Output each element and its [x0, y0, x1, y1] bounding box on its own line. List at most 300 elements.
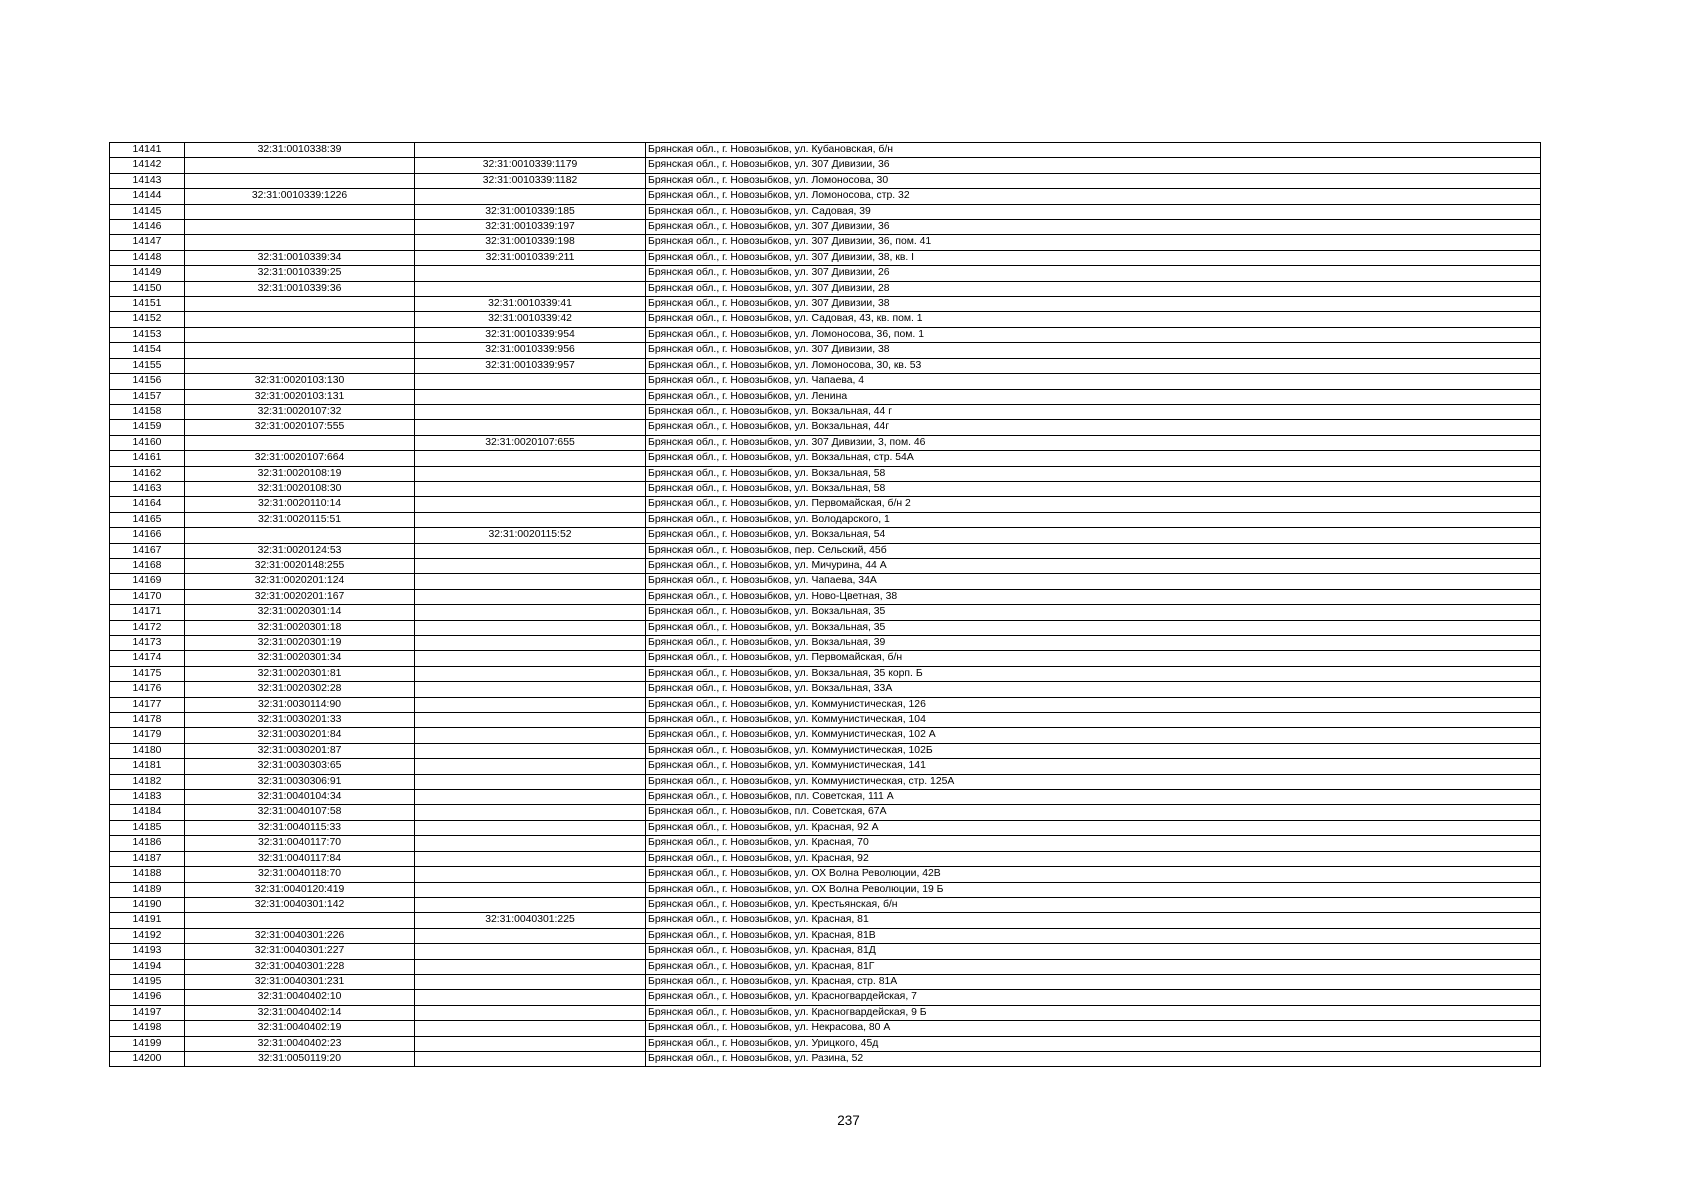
cadastral-land-cell: 32:31:0040301:231: [185, 974, 415, 989]
cadastral-object-cell: [415, 990, 646, 1005]
cadastral-object-cell: [415, 836, 646, 851]
cadastral-object-cell: [415, 1005, 646, 1020]
address-cell: Брянская обл., г. Новозыбков, ул. Садовая, 43, кв. пом. 1: [646, 312, 1541, 327]
table-row: [110, 189, 1541, 204]
address-cell: Брянская обл., г. Новозыбков, ул. Вокзальная, 33А: [646, 682, 1541, 697]
cadastral-land-cell: [185, 220, 415, 235]
table-row: [110, 173, 1541, 188]
cadastral-object-cell: [415, 589, 646, 604]
table-row: [110, 913, 1541, 928]
address-cell: Брянская обл., г. Новозыбков, ул. Красная, 81В: [646, 928, 1541, 943]
row-number-cell: 14184: [110, 805, 185, 820]
row-number-cell: 14158: [110, 404, 185, 419]
table-row: [110, 636, 1541, 651]
cadastral-land-cell: 32:31:0050119:20: [185, 1051, 415, 1066]
table-row: [110, 666, 1541, 681]
cadastral-object-cell: [415, 189, 646, 204]
table-row: [110, 204, 1541, 219]
cadastral-object-cell: [415, 389, 646, 404]
cadastral-land-cell: 32:31:0030303:65: [185, 759, 415, 774]
table-row: [110, 944, 1541, 959]
table-row: [110, 297, 1541, 312]
row-number-cell: 14156: [110, 374, 185, 389]
cadastral-land-cell: 32:31:0040402:10: [185, 990, 415, 1005]
cadastral-land-cell: 32:31:0020301:14: [185, 605, 415, 620]
address-cell: Брянская обл., г. Новозыбков, ул. Ломоносова, 30, кв. 53: [646, 358, 1541, 373]
table-row: [110, 389, 1541, 404]
cadastral-land-cell: 32:31:0030306:91: [185, 774, 415, 789]
table-row: [110, 235, 1541, 250]
cadastral-land-cell: [185, 913, 415, 928]
table-row: [110, 343, 1541, 358]
cadastral-object-cell: [415, 820, 646, 835]
cadastral-object-cell: [415, 451, 646, 466]
table-row: [110, 743, 1541, 758]
row-number-cell: 14181: [110, 759, 185, 774]
cadastral-land-cell: 32:31:0030201:33: [185, 713, 415, 728]
page-number: 237: [837, 1113, 860, 1128]
cadastral-object-cell: [415, 143, 646, 158]
cadastral-object-cell: [415, 944, 646, 959]
cadastral-object-cell: 32:31:0010339:41: [415, 297, 646, 312]
row-number-cell: 14165: [110, 512, 185, 527]
cadastral-land-cell: 32:31:0040120:419: [185, 882, 415, 897]
address-cell: Брянская обл., г. Новозыбков, ул. 307 Дивизии, 3, пом. 46: [646, 435, 1541, 450]
address-cell: Брянская обл., г. Новозыбков, ул. Чапаева, 34А: [646, 574, 1541, 589]
row-number-cell: 14200: [110, 1051, 185, 1066]
table-row: [110, 990, 1541, 1005]
table-row: [110, 820, 1541, 835]
cadastral-land-cell: 32:31:0010338:39: [185, 143, 415, 158]
table-row: [110, 420, 1541, 435]
address-cell: Брянская обл., г. Новозыбков, ул. 307 Дивизии, 38, кв. I: [646, 250, 1541, 265]
cadastral-object-cell: [415, 558, 646, 573]
address-cell: Брянская обл., г. Новозыбков, ул. 307 Дивизии, 38: [646, 297, 1541, 312]
cadastral-object-cell: [415, 728, 646, 743]
address-cell: Брянская обл., г. Новозыбков, ул. Садовая, 39: [646, 204, 1541, 219]
table-row: [110, 1036, 1541, 1051]
row-number-cell: 14176: [110, 682, 185, 697]
address-cell: Брянская обл., г. Новозыбков, ул. 307 Дивизии, 36: [646, 220, 1541, 235]
row-number-cell: 14192: [110, 928, 185, 943]
cadastral-object-cell: 32:31:0020115:52: [415, 528, 646, 543]
table-row: [110, 974, 1541, 989]
table-row: [110, 959, 1541, 974]
row-number-cell: 14199: [110, 1036, 185, 1051]
cadastral-object-cell: [415, 697, 646, 712]
address-cell: Брянская обл., г. Новозыбков, ул. 307 Дивизии, 26: [646, 266, 1541, 281]
cadastral-object-cell: 32:31:0010339:1182: [415, 173, 646, 188]
row-number-cell: 14180: [110, 743, 185, 758]
address-cell: Брянская обл., г. Новозыбков, пл. Советская, 67А: [646, 805, 1541, 820]
row-number-cell: 14144: [110, 189, 185, 204]
row-number-cell: 14174: [110, 651, 185, 666]
cadastral-object-cell: [415, 867, 646, 882]
address-cell: Брянская обл., г. Новозыбков, ул. Ленина: [646, 389, 1541, 404]
table-row: [110, 589, 1541, 604]
address-cell: Брянская обл., г. Новозыбков, ул. Красная, стр. 81А: [646, 974, 1541, 989]
row-number-cell: 14168: [110, 558, 185, 573]
cadastral-object-cell: [415, 404, 646, 419]
address-cell: Брянская обл., г. Новозыбков, ул. Красная, 81Д: [646, 944, 1541, 959]
row-number-cell: 14188: [110, 867, 185, 882]
cadastral-land-cell: 32:31:0020108:30: [185, 481, 415, 496]
row-number-cell: 14145: [110, 204, 185, 219]
table-row: [110, 836, 1541, 851]
cadastral-object-cell: [415, 651, 646, 666]
address-cell: Брянская обл., г. Новозыбков, ул. Коммунистическая, стр. 125А: [646, 774, 1541, 789]
address-cell: Брянская обл., г. Новозыбков, ул. Мичурина, 44 А: [646, 558, 1541, 573]
cadastral-land-cell: [185, 173, 415, 188]
address-cell: Брянская обл., г. Новозыбков, ул. Красная, 70: [646, 836, 1541, 851]
cadastral-land-cell: [185, 343, 415, 358]
table-row: [110, 220, 1541, 235]
row-number-cell: 14190: [110, 897, 185, 912]
address-cell: Брянская обл., г. Новозыбков, ул. Урицкого, 45д: [646, 1036, 1541, 1051]
cadastral-land-cell: 32:31:0020107:32: [185, 404, 415, 419]
cadastral-land-cell: 32:31:0020148:255: [185, 558, 415, 573]
cadastral-land-cell: 32:31:0030201:87: [185, 743, 415, 758]
table-row: [110, 851, 1541, 866]
cadastral-object-cell: [415, 574, 646, 589]
table-row: [110, 158, 1541, 173]
table-row: [110, 358, 1541, 373]
cadastral-land-cell: 32:31:0010339:1226: [185, 189, 415, 204]
address-cell: Брянская обл., г. Новозыбков, ул. Красногвардейская, 7: [646, 990, 1541, 1005]
table-row: [110, 281, 1541, 296]
row-number-cell: 14196: [110, 990, 185, 1005]
cadastral-land-cell: 32:31:0040402:14: [185, 1005, 415, 1020]
row-number-cell: 14148: [110, 250, 185, 265]
table-row: [110, 682, 1541, 697]
address-cell: Брянская обл., г. Новозыбков, ул. Красногвардейская, 9 Б: [646, 1005, 1541, 1020]
cadastral-object-cell: 32:31:0010339:957: [415, 358, 646, 373]
address-cell: Брянская обл., г. Новозыбков, ул. 307 Дивизии, 28: [646, 281, 1541, 296]
row-number-cell: 14197: [110, 1005, 185, 1020]
cadastral-object-cell: [415, 682, 646, 697]
cadastral-land-cell: 32:31:0020103:130: [185, 374, 415, 389]
row-number-cell: 14178: [110, 713, 185, 728]
property-table: [109, 142, 1541, 1067]
row-number-cell: 14171: [110, 605, 185, 620]
table-row: [110, 897, 1541, 912]
cadastral-object-cell: [415, 605, 646, 620]
address-cell: Брянская обл., г. Новозыбков, ул. Володарского, 1: [646, 512, 1541, 527]
cadastral-land-cell: [185, 158, 415, 173]
table-row: [110, 435, 1541, 450]
address-cell: Брянская обл., г. Новозыбков, ул. Ломоносова, 30: [646, 173, 1541, 188]
row-number-cell: 14167: [110, 543, 185, 558]
cadastral-land-cell: 32:31:0020201:167: [185, 589, 415, 604]
cadastral-land-cell: 32:31:0020301:19: [185, 636, 415, 651]
table-row: [110, 1051, 1541, 1066]
cadastral-land-cell: 32:31:0020110:14: [185, 497, 415, 512]
address-cell: Брянская обл., г. Новозыбков, ул. Крестьянская, б/н: [646, 897, 1541, 912]
row-number-cell: 14163: [110, 481, 185, 496]
cadastral-land-cell: 32:31:0010339:34: [185, 250, 415, 265]
cadastral-land-cell: 32:31:0010339:36: [185, 281, 415, 296]
table-row: [110, 805, 1541, 820]
row-number-cell: 14193: [110, 944, 185, 959]
row-number-cell: 14143: [110, 173, 185, 188]
row-number-cell: 14198: [110, 1021, 185, 1036]
address-cell: Брянская обл., г. Новозыбков, ул. ОХ Волна Революции, 19 Б: [646, 882, 1541, 897]
cadastral-object-cell: [415, 1021, 646, 1036]
table-row: [110, 404, 1541, 419]
address-cell: Брянская обл., г. Новозыбков, ул. Вокзальная, стр. 54А: [646, 451, 1541, 466]
cadastral-land-cell: 32:31:0020302:28: [185, 682, 415, 697]
address-cell: Брянская обл., г. Новозыбков, ул. ОХ Волна Революции, 42В: [646, 867, 1541, 882]
cadastral-land-cell: 32:31:0010339:25: [185, 266, 415, 281]
cadastral-land-cell: [185, 312, 415, 327]
address-cell: Брянская обл., г. Новозыбков, ул. 307 Дивизии, 36: [646, 158, 1541, 173]
table-row: [110, 759, 1541, 774]
cadastral-object-cell: [415, 959, 646, 974]
cadastral-land-cell: 32:31:0020301:34: [185, 651, 415, 666]
address-cell: Брянская обл., г. Новозыбков, ул. Вокзальная, 35: [646, 620, 1541, 635]
row-number-cell: 14150: [110, 281, 185, 296]
row-number-cell: 14160: [110, 435, 185, 450]
cadastral-object-cell: 32:31:0040301:225: [415, 913, 646, 928]
cadastral-land-cell: 32:31:0020201:124: [185, 574, 415, 589]
table-row: [110, 558, 1541, 573]
table-row: [110, 790, 1541, 805]
row-number-cell: 14175: [110, 666, 185, 681]
row-number-cell: 14194: [110, 959, 185, 974]
row-number-cell: 14170: [110, 589, 185, 604]
address-cell: Брянская обл., г. Новозыбков, пер. Сельский, 45б: [646, 543, 1541, 558]
cadastral-object-cell: [415, 713, 646, 728]
cadastral-object-cell: [415, 497, 646, 512]
cadastral-object-cell: [415, 805, 646, 820]
address-cell: Брянская обл., г. Новозыбков, ул. Вокзальная, 35: [646, 605, 1541, 620]
address-cell: Брянская обл., г. Новозыбков, ул. Коммунистическая, 102Б: [646, 743, 1541, 758]
table-row: [110, 697, 1541, 712]
cadastral-object-cell: [415, 1051, 646, 1066]
address-cell: Брянская обл., г. Новозыбков, ул. Некрасова, 80 А: [646, 1021, 1541, 1036]
table-row: [110, 497, 1541, 512]
cadastral-object-cell: [415, 481, 646, 496]
cadastral-object-cell: [415, 974, 646, 989]
address-cell: Брянская обл., г. Новозыбков, ул. Первомайская, б/н 2: [646, 497, 1541, 512]
table-row: [110, 651, 1541, 666]
address-cell: Брянская обл., г. Новозыбков, пл. Советская, 111 А: [646, 790, 1541, 805]
cadastral-land-cell: 32:31:0040301:142: [185, 897, 415, 912]
row-number-cell: 14172: [110, 620, 185, 635]
cadastral-land-cell: [185, 528, 415, 543]
address-cell: Брянская обл., г. Новозыбков, ул. Вокзальная, 58: [646, 481, 1541, 496]
cadastral-land-cell: [185, 235, 415, 250]
cadastral-land-cell: [185, 435, 415, 450]
cadastral-object-cell: [415, 636, 646, 651]
cadastral-land-cell: [185, 297, 415, 312]
cadastral-land-cell: [185, 327, 415, 342]
cadastral-object-cell: [415, 1036, 646, 1051]
cadastral-object-cell: [415, 743, 646, 758]
row-number-cell: 14164: [110, 497, 185, 512]
cadastral-object-cell: 32:31:0010339:954: [415, 327, 646, 342]
cadastral-object-cell: 32:31:0010339:956: [415, 343, 646, 358]
row-number-cell: 14157: [110, 389, 185, 404]
cadastral-land-cell: 32:31:0040301:226: [185, 928, 415, 943]
address-cell: Брянская обл., г. Новозыбков, ул. Вокзальная, 54: [646, 528, 1541, 543]
cadastral-land-cell: 32:31:0040118:70: [185, 867, 415, 882]
table-row: [110, 728, 1541, 743]
cadastral-object-cell: [415, 928, 646, 943]
table-row: [110, 327, 1541, 342]
cadastral-object-cell: [415, 466, 646, 481]
table-row: [110, 774, 1541, 789]
row-number-cell: 14146: [110, 220, 185, 235]
row-number-cell: 14159: [110, 420, 185, 435]
row-number-cell: 14147: [110, 235, 185, 250]
cadastral-land-cell: 32:31:0040117:84: [185, 851, 415, 866]
row-number-cell: 14152: [110, 312, 185, 327]
row-number-cell: 14161: [110, 451, 185, 466]
cadastral-object-cell: 32:31:0010339:197: [415, 220, 646, 235]
cadastral-land-cell: 32:31:0020103:131: [185, 389, 415, 404]
table-row: [110, 451, 1541, 466]
cadastral-land-cell: 32:31:0030114:90: [185, 697, 415, 712]
table-row: [110, 250, 1541, 265]
table-row: [110, 481, 1541, 496]
cadastral-land-cell: 32:31:0040301:228: [185, 959, 415, 974]
cadastral-object-cell: [415, 266, 646, 281]
table-row: [110, 266, 1541, 281]
row-number-cell: 14187: [110, 851, 185, 866]
table-row: [110, 512, 1541, 527]
table-row: [110, 928, 1541, 943]
table-body: [110, 143, 1541, 1067]
table-row: [110, 713, 1541, 728]
address-cell: Брянская обл., г. Новозыбков, ул. Ломоносова, 36, пом. 1: [646, 327, 1541, 342]
cadastral-land-cell: 32:31:0040107:58: [185, 805, 415, 820]
address-cell: Брянская обл., г. Новозыбков, ул. Вокзальная, 35 корп. Б: [646, 666, 1541, 681]
cadastral-object-cell: [415, 543, 646, 558]
row-number-cell: 14179: [110, 728, 185, 743]
address-cell: Брянская обл., г. Новозыбков, ул. Ломоносова, стр. 32: [646, 189, 1541, 204]
address-cell: Брянская обл., г. Новозыбков, ул. Красная, 81: [646, 913, 1541, 928]
cadastral-object-cell: [415, 897, 646, 912]
row-number-cell: 14154: [110, 343, 185, 358]
cadastral-object-cell: [415, 620, 646, 635]
cadastral-land-cell: 32:31:0020115:51: [185, 512, 415, 527]
address-cell: Брянская обл., г. Новозыбков, ул. Вокзальная, 58: [646, 466, 1541, 481]
row-number-cell: 14142: [110, 158, 185, 173]
cadastral-object-cell: 32:31:0020107:655: [415, 435, 646, 450]
table-row: [110, 574, 1541, 589]
address-cell: Брянская обл., г. Новозыбков, ул. Вокзальная, 44 г: [646, 404, 1541, 419]
row-number-cell: 14141: [110, 143, 185, 158]
table-row: [110, 143, 1541, 158]
cadastral-object-cell: [415, 281, 646, 296]
cadastral-land-cell: 32:31:0030201:84: [185, 728, 415, 743]
row-number-cell: 14173: [110, 636, 185, 651]
row-number-cell: 14151: [110, 297, 185, 312]
address-cell: Брянская обл., г. Новозыбков, ул. Вокзальная, 44г: [646, 420, 1541, 435]
address-cell: Брянская обл., г. Новозыбков, ул. Кубановская, б/н: [646, 143, 1541, 158]
row-number-cell: 14183: [110, 790, 185, 805]
cadastral-land-cell: 32:31:0020301:81: [185, 666, 415, 681]
cadastral-object-cell: [415, 420, 646, 435]
row-number-cell: 14189: [110, 882, 185, 897]
cadastral-object-cell: [415, 774, 646, 789]
address-cell: Брянская обл., г. Новозыбков, ул. Коммунистическая, 102 А: [646, 728, 1541, 743]
address-cell: Брянская обл., г. Новозыбков, ул. Первомайская, б/н: [646, 651, 1541, 666]
address-cell: Брянская обл., г. Новозыбков, ул. Красная, 92 А: [646, 820, 1541, 835]
row-number-cell: 14177: [110, 697, 185, 712]
address-cell: Брянская обл., г. Новозыбков, ул. Красная, 92: [646, 851, 1541, 866]
cadastral-object-cell: [415, 759, 646, 774]
cadastral-object-cell: 32:31:0010339:1179: [415, 158, 646, 173]
cadastral-land-cell: [185, 358, 415, 373]
row-number-cell: 14185: [110, 820, 185, 835]
table-row: [110, 312, 1541, 327]
row-number-cell: 14186: [110, 836, 185, 851]
table-row: [110, 882, 1541, 897]
cadastral-land-cell: 32:31:0040301:227: [185, 944, 415, 959]
row-number-cell: 14153: [110, 327, 185, 342]
address-cell: Брянская обл., г. Новозыбков, ул. Коммунистическая, 126: [646, 697, 1541, 712]
cadastral-land-cell: 32:31:0040117:70: [185, 836, 415, 851]
row-number-cell: 14155: [110, 358, 185, 373]
table-row: [110, 374, 1541, 389]
cadastral-object-cell: [415, 851, 646, 866]
address-cell: Брянская обл., г. Новозыбков, ул. 307 Дивизии, 38: [646, 343, 1541, 358]
cadastral-object-cell: [415, 512, 646, 527]
address-cell: Брянская обл., г. Новозыбков, ул. Коммунистическая, 141: [646, 759, 1541, 774]
cadastral-land-cell: 32:31:0040402:19: [185, 1021, 415, 1036]
address-cell: Брянская обл., г. Новозыбков, ул. Красная, 81Г: [646, 959, 1541, 974]
row-number-cell: 14182: [110, 774, 185, 789]
row-number-cell: 14169: [110, 574, 185, 589]
cadastral-land-cell: 32:31:0040402:23: [185, 1036, 415, 1051]
table-row: [110, 466, 1541, 481]
cadastral-object-cell: [415, 374, 646, 389]
cadastral-land-cell: 32:31:0020301:18: [185, 620, 415, 635]
row-number-cell: 14166: [110, 528, 185, 543]
table-row: [110, 605, 1541, 620]
cadastral-object-cell: 32:31:0010339:211: [415, 250, 646, 265]
row-number-cell: 14195: [110, 974, 185, 989]
row-number-cell: 14149: [110, 266, 185, 281]
table-row: [110, 1021, 1541, 1036]
address-cell: Брянская обл., г. Новозыбков, ул. Вокзальная, 39: [646, 636, 1541, 651]
table-row: [110, 867, 1541, 882]
cadastral-land-cell: [185, 204, 415, 219]
address-cell: Брянская обл., г. Новозыбков, ул. Коммунистическая, 104: [646, 713, 1541, 728]
cadastral-object-cell: 32:31:0010339:42: [415, 312, 646, 327]
cadastral-land-cell: 32:31:0040104:34: [185, 790, 415, 805]
cadastral-land-cell: 32:31:0020107:664: [185, 451, 415, 466]
table-row: [110, 528, 1541, 543]
address-cell: Брянская обл., г. Новозыбков, ул. 307 Дивизии, 36, пом. 41: [646, 235, 1541, 250]
table-row: [110, 1005, 1541, 1020]
cadastral-land-cell: 32:31:0040115:33: [185, 820, 415, 835]
cadastral-object-cell: [415, 666, 646, 681]
table-row: [110, 620, 1541, 635]
cadastral-object-cell: [415, 790, 646, 805]
cadastral-object-cell: [415, 882, 646, 897]
address-cell: Брянская обл., г. Новозыбков, ул. Разина, 52: [646, 1051, 1541, 1066]
table-row: [110, 543, 1541, 558]
cadastral-land-cell: 32:31:0020124:53: [185, 543, 415, 558]
address-cell: Брянская обл., г. Новозыбков, ул. Чапаева, 4: [646, 374, 1541, 389]
row-number-cell: 14191: [110, 913, 185, 928]
cadastral-object-cell: 32:31:0010339:185: [415, 204, 646, 219]
address-cell: Брянская обл., г. Новозыбков, ул. Ново-Цветная, 38: [646, 589, 1541, 604]
cadastral-object-cell: 32:31:0010339:198: [415, 235, 646, 250]
